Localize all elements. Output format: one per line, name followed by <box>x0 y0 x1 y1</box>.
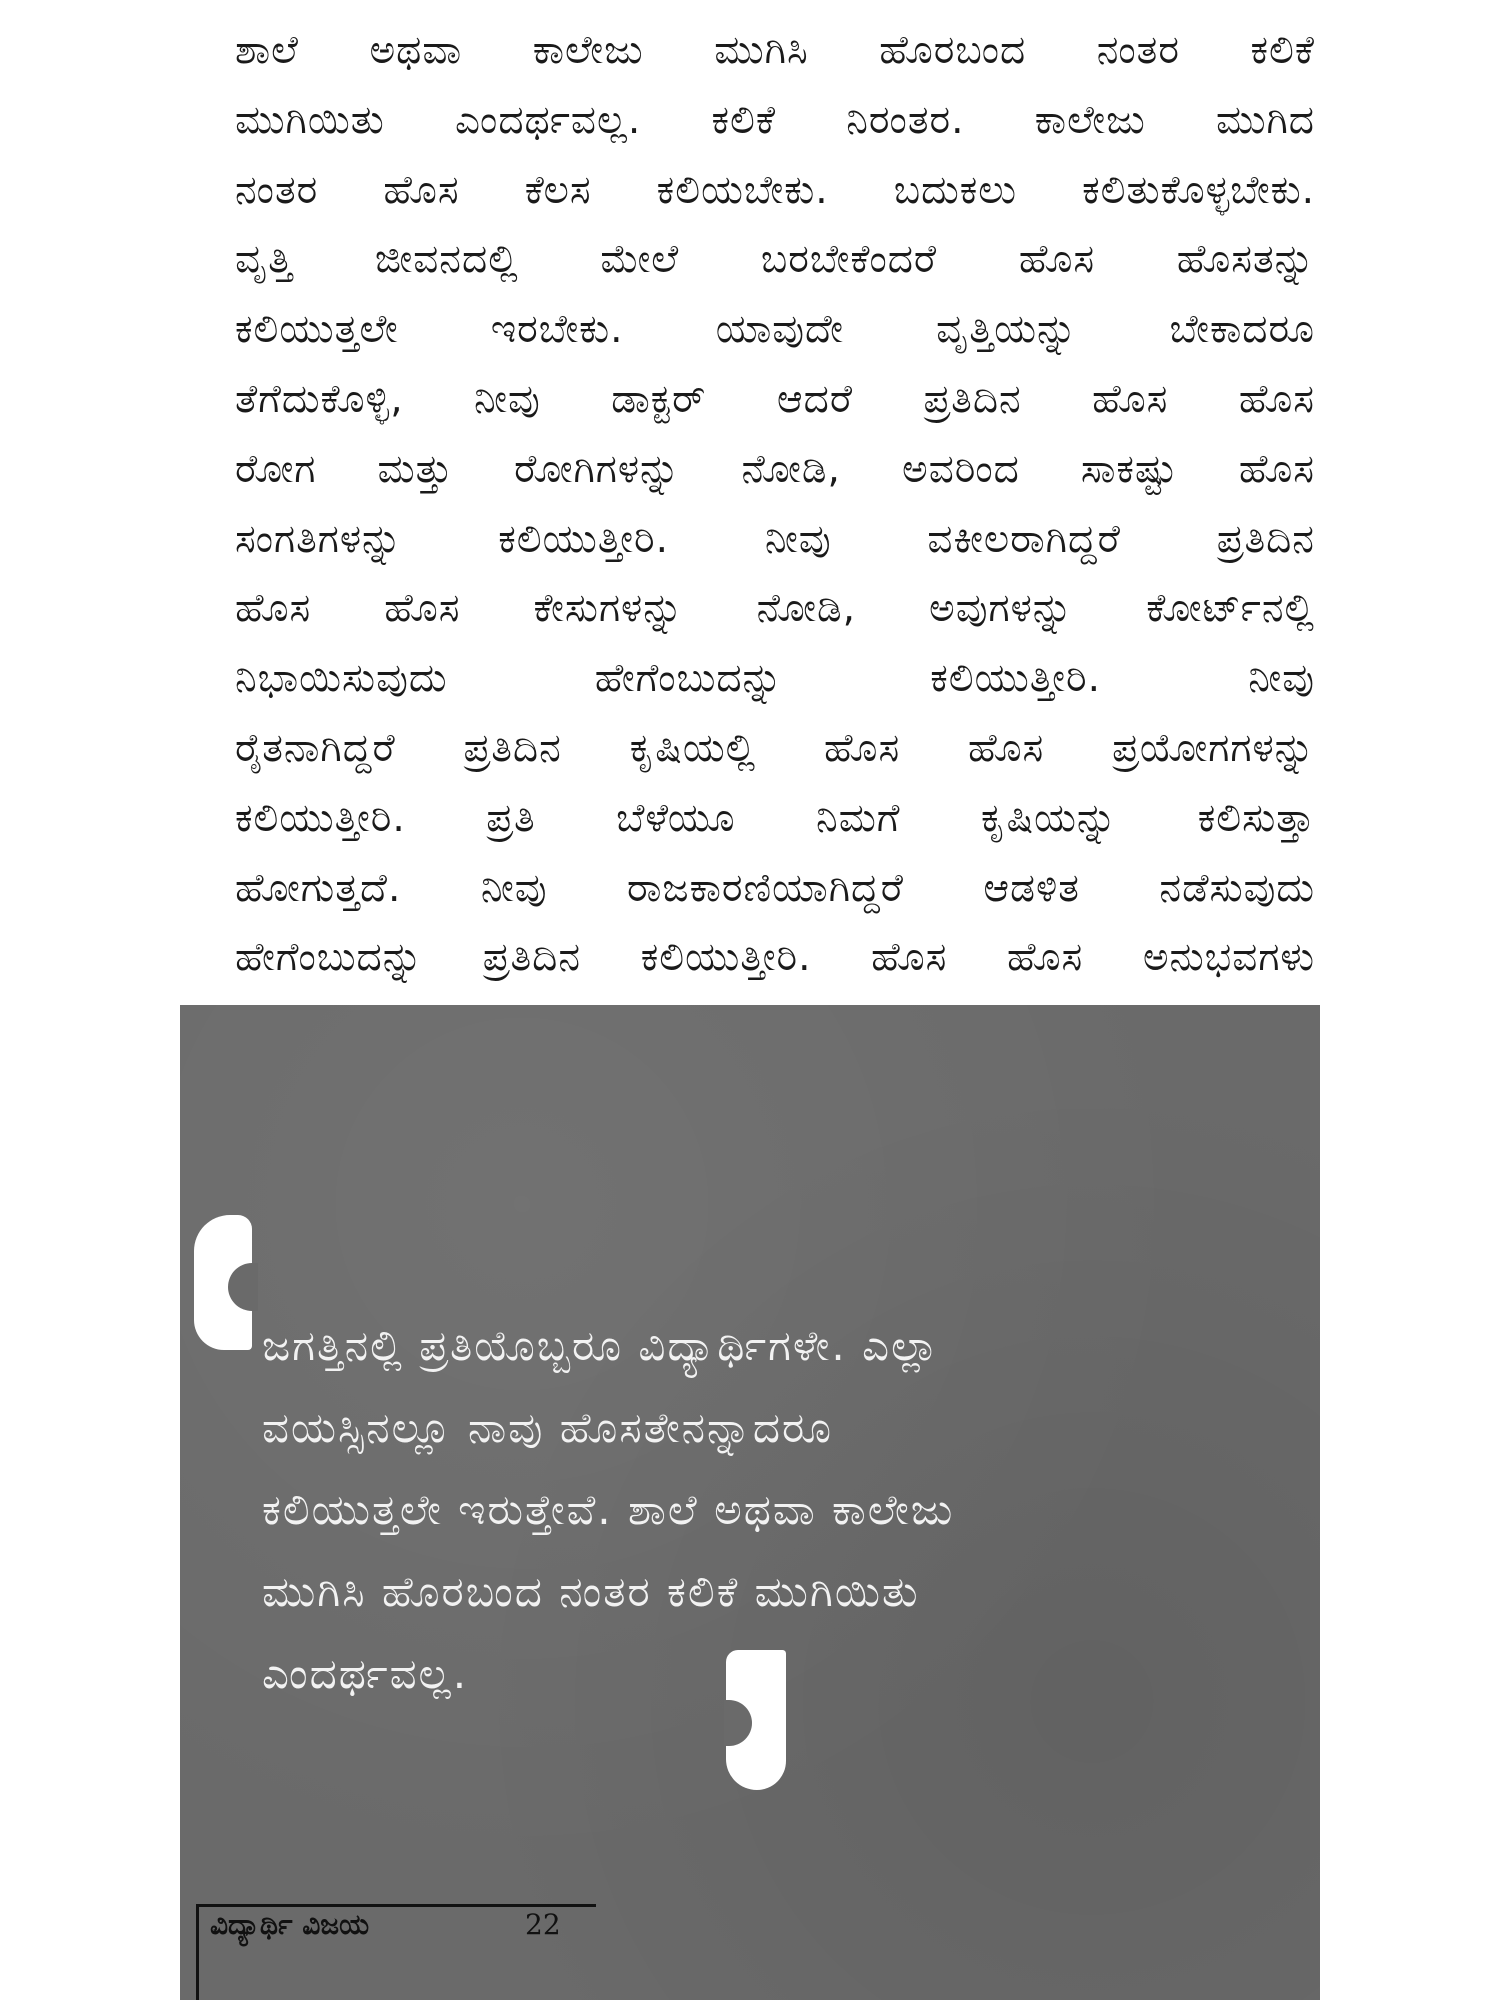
article-line: ಹೋಗುತ್ತದೆ. ನೀವು ರಾಜಕಾರಣಿಯಾಗಿದ್ದರೆ ಆಡಳಿತ ನಡೆಸುವುದು <box>235 865 1315 911</box>
article-line: ಸಂಗತಿಗಳನ್ನು ಕಲಿಯುತ್ತೀರಿ. ನೀವು ವಕೀಲರಾಗಿದ್ದರೆ ಪ್ರತಿದಿನ <box>235 516 1315 562</box>
pull-quote-line: ಎಂದರ್ಥವಲ್ಲ. <box>262 1649 469 1698</box>
page-footer <box>180 1890 1320 2000</box>
article-line: ನಿಭಾಯಿಸುವುದು ಹೇಗೆಂಬುದನ್ನು ಕಲಿಯುತ್ತೀರಿ. ನೀವು <box>235 656 1315 702</box>
article-line: ರೈತನಾಗಿದ್ದರೆ ಪ್ರತಿದಿನ ಕೃಷಿಯಲ್ಲಿ ಹೊಸ ಹೊಸ ಪ್ರಯೋಗಗಳನ್ನು <box>235 725 1315 771</box>
article-line: ಹೇಗೆಂಬುದನ್ನು ಪ್ರತಿದಿನ ಕಲಿಯುತ್ತೀರಿ. ಹೊಸ ಹೊಸ ಅನುಭವಗಳು <box>235 935 1315 981</box>
article-line: ನಂತರ ಹೊಸ ಕೆಲಸ ಕಲಿಯಬೇಕು. ಬದುಕಲು ಕಲಿತುಕೊಳ್ಳಬೇಕು. <box>235 167 1315 213</box>
article-line: ಕಲಿಯುತ್ತಲೇ ಇರಬೇಕು. ಯಾವುದೇ ವೃತ್ತಿಯನ್ನು ಬೇಕಾದರೂ <box>235 307 1315 353</box>
pull-quote-line: ಮುಗಿಸಿ ಹೊರಬಂದ ನಂತರ ಕಲಿಕೆ ಮುಗಿಯಿತು <box>262 1567 920 1616</box>
article-line: ವೃತ್ತಿ ಜೀವನದಲ್ಲಿ ಮೇಲೆ ಬರಬೇಕೆಂದರೆ ಹೊಸ ಹೊಸತನ್ನು <box>235 237 1315 283</box>
article-line: ತೆಗೆದುಕೊಳ್ಳಿ, ನೀವು ಡಾಕ್ಟರ್ ಆದರೆ ಪ್ರತಿದಿನ ಹೊಸ ಹೊಸ <box>235 376 1315 422</box>
article-body <box>235 16 1315 993</box>
footer-divider <box>196 1904 596 1907</box>
pull-quote-line: ಕಲಿಯುತ್ತಲೇ ಇರುತ್ತೇವೆ. ಶಾಲೆ ಅಥವಾ ಕಾಲೇಜು <box>262 1485 955 1534</box>
publication-name: ವಿದ್ಯಾರ್ಥಿ ವಿಜಯ <box>210 1908 370 1941</box>
footer-divider <box>196 1904 199 2000</box>
article-line: ಮುಗಿಯಿತು ಎಂದರ್ಥವಲ್ಲ. ಕಲಿಕೆ ನಿರಂತರ. ಕಾಲೇಜು ಮುಗಿದ <box>235 97 1315 143</box>
magazine-page <box>180 0 1320 2000</box>
page-number: 22 <box>525 1908 561 1941</box>
pull-quote-line: ವಯಸ್ಸಿನಲ್ಲೂ ನಾವು ಹೊಸತೇನನ್ನಾದರೂ <box>262 1403 834 1452</box>
article-line: ಶಾಲೆ ಅಥವಾ ಕಾಲೇಜು ಮುಗಿಸಿ ಹೊರಬಂದ ನಂತರ ಕಲಿಕೆ <box>235 28 1315 73</box>
pull-quote-panel <box>180 1005 1320 2000</box>
pull-quote-line: ಜಗತ್ತಿನಲ್ಲಿ ಪ್ರತಿಯೊಬ್ಬರೂ ವಿದ್ಯಾರ್ಥಿಗಳೇ. ಎಲ್ಲಾ <box>262 1321 941 1370</box>
article-line: ಹೊಸ ಹೊಸ ಕೇಸುಗಳನ್ನು ನೋಡಿ, ಅವುಗಳನ್ನು ಕೋರ್ಟ್‌ನಲ್ಲಿ <box>235 586 1315 632</box>
article-line: ಕಲಿಯುತ್ತೀರಿ. ಪ್ರತಿ ಬೆಳೆಯೂ ನಿಮಗೆ ಕೃಷಿಯನ್ನು ಕಲಿಸುತ್ತಾ <box>235 795 1315 841</box>
article-line: ರೋಗ ಮತ್ತು ರೋಗಿಗಳನ್ನು ನೋಡಿ, ಅವರಿಂದ ಸಾಕಷ್ಟು ಹೊಸ <box>235 446 1315 492</box>
close-quote-icon <box>726 1650 786 1790</box>
open-quote-icon <box>194 1215 252 1350</box>
